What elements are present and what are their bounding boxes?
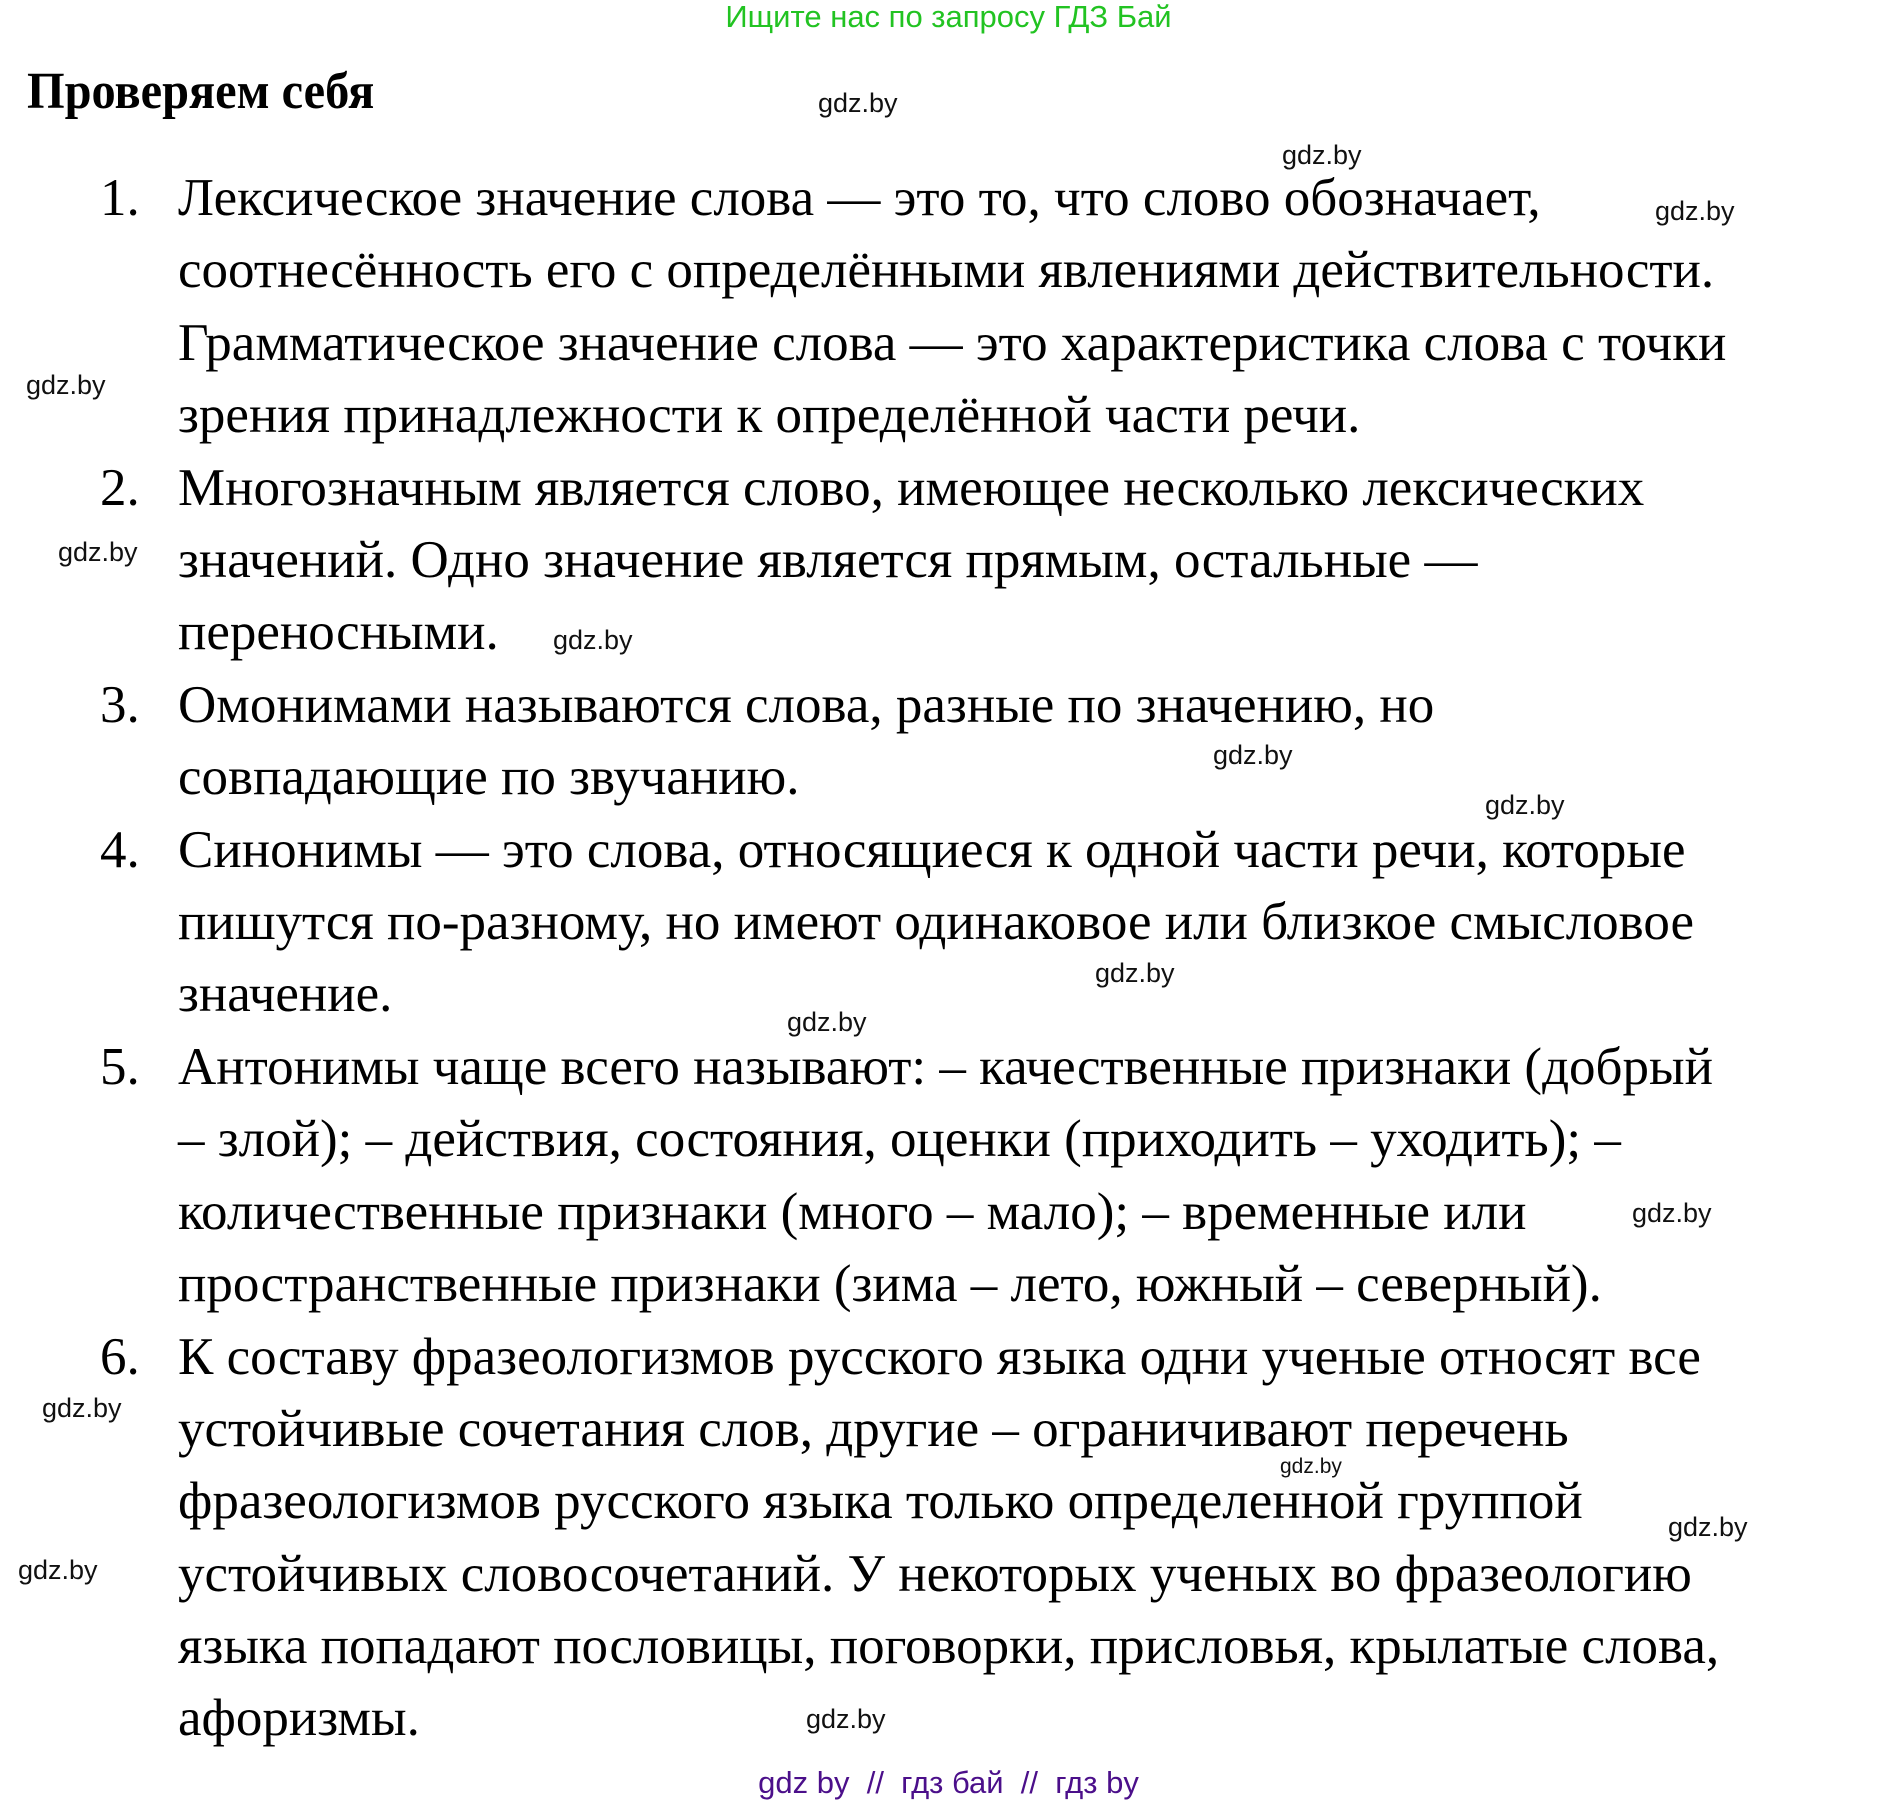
- watermark: gdz.by: [818, 88, 898, 118]
- watermark: gdz.by: [26, 370, 106, 400]
- item-6-line: фразеологизмов русского языка только определенной группой: [178, 1472, 1583, 1530]
- watermark: gdz.by: [1485, 790, 1565, 820]
- item-3-line: Омонимами называются слова, разные по значению, но: [178, 676, 1435, 734]
- item-1-line: Грамматическое значение слова — это характеристика слова с точки: [178, 314, 1727, 372]
- watermark: gdz.by: [806, 1704, 886, 1734]
- item-1-line: Лексическое значение слова — это то, что слово обозначает,: [178, 169, 1541, 227]
- watermark: gdz.by: [1668, 1512, 1748, 1542]
- item-5-line: – злой); – действия, состояния, оценки (приходить – уходить); –: [178, 1110, 1621, 1168]
- item-2-line: значений. Одно значение является прямым, остальные —: [178, 531, 1478, 589]
- item-6-line: устойчивых словосочетаний. У некоторых ученых во фразеологию: [178, 1545, 1692, 1603]
- watermark: gdz.by: [58, 537, 138, 567]
- watermark: gdz.by: [1632, 1198, 1712, 1228]
- item-1-line: соотнесённость его с определёнными явлениями действительности.: [178, 241, 1715, 299]
- item-number: 4.: [100, 821, 140, 879]
- search-hint-banner: Ищите нас по запросу ГДЗ Бай: [725, 0, 1172, 34]
- watermark: gdz.by: [18, 1555, 98, 1585]
- item-number: 2.: [100, 459, 140, 517]
- item-4-line: Синонимы — это слова, относящиеся к одной части речи, которые: [178, 821, 1686, 879]
- watermark: gdz.by: [553, 625, 633, 655]
- item-number: 6.: [100, 1328, 140, 1386]
- item-6-line: К составу фразеологизмов русского языка одни ученые относят все: [178, 1328, 1701, 1386]
- item-5-line: Антонимы чаще всего называют: – качественные признаки (добрый: [178, 1038, 1713, 1096]
- item-6-line: афоризмы.: [178, 1689, 420, 1747]
- item-4-line: значение.: [178, 965, 393, 1023]
- item-5-line: количественные признаки (много – мало); – временные или: [178, 1183, 1527, 1241]
- item-5-line: пространственные признаки (зима – лето, южный – северный).: [178, 1255, 1602, 1313]
- watermark: gdz.by: [1213, 740, 1293, 770]
- item-number: 5.: [100, 1038, 140, 1096]
- item-4-line: пишутся по-разному, но имеют одинаковое или близкое смысловое: [178, 893, 1695, 951]
- page-title: Проверяем себя: [27, 63, 375, 120]
- item-number: 3.: [100, 676, 140, 734]
- item-2-line: переносными.: [178, 603, 499, 661]
- item-6-line: устойчивые сочетания слов, другие – ограничивают перечень: [178, 1400, 1569, 1458]
- watermark: gdz.by: [1655, 196, 1735, 226]
- item-3-line: совпадающие по звучанию.: [178, 748, 800, 806]
- watermark: gdz.by: [1280, 1455, 1342, 1478]
- watermark: gdz.by: [1095, 958, 1175, 988]
- watermark: gdz.by: [787, 1007, 867, 1037]
- watermark: gdz.by: [1282, 140, 1362, 170]
- footer-links: gdz by // гдз бай // гдз by: [758, 1765, 1139, 1800]
- watermark: gdz.by: [42, 1393, 122, 1423]
- item-2-line: Многозначным является слово, имеющее несколько лексических: [178, 459, 1645, 517]
- item-number: 1.: [100, 169, 140, 227]
- item-6-line: языка попадают пословицы, поговорки, присловья, крылатые слова,: [178, 1617, 1720, 1675]
- item-1-line: зрения принадлежности к определённой части речи.: [178, 386, 1361, 444]
